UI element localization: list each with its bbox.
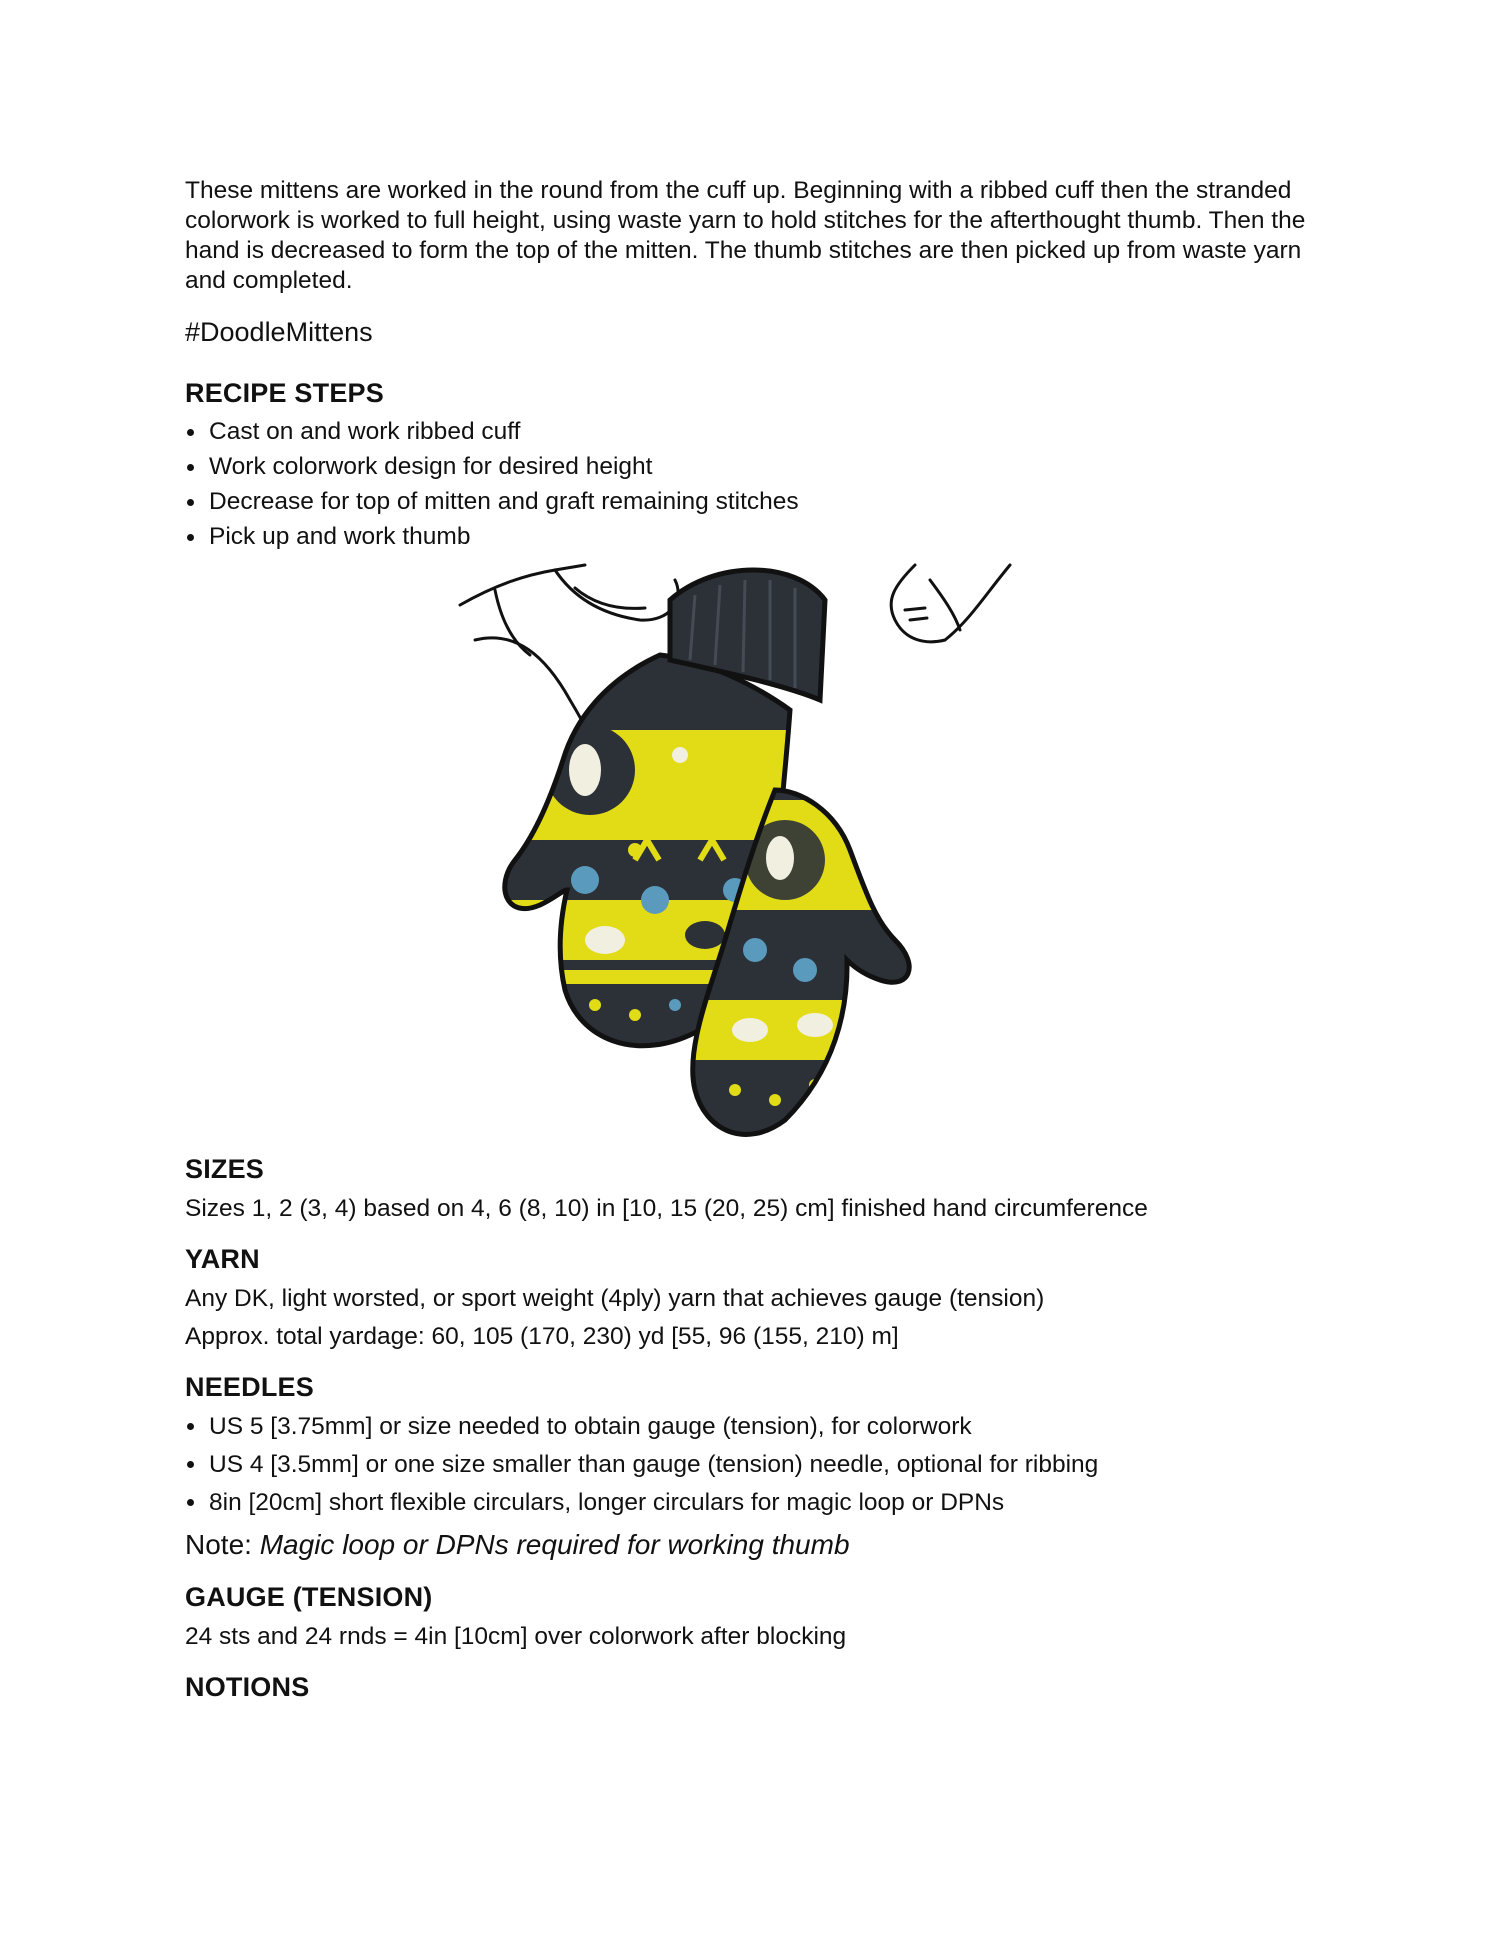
sizes-heading: SIZES: [185, 1154, 265, 1184]
note-text: Magic loop or DPNs required for working thumb: [259, 1529, 850, 1560]
notions-heading: NOTIONS: [185, 1672, 310, 1702]
needles-note: [185, 1528, 1325, 1562]
needles-heading: NEEDLES: [185, 1372, 314, 1402]
list-item: Pick up and work thumb: [185, 519, 1325, 554]
gauge-heading: GAUGE (TENSION): [185, 1582, 433, 1612]
pattern-page: [185, 176, 1325, 1704]
list-item: Decrease for top of mitten and graft remaining stitches: [185, 484, 1325, 519]
mittens-illustration: [455, 560, 1015, 1140]
list-item: Work colorwork design for desired height: [185, 449, 1325, 484]
sleeve-right: [891, 565, 1010, 642]
sizes-text: Sizes 1, 2 (3, 4) based on 4, 6 (8, 10) in [10, 15 (20, 25) cm] finished hand circumference: [185, 1195, 1148, 1222]
yarn-heading: YARN: [185, 1244, 260, 1274]
note-label: Note:: [185, 1529, 252, 1560]
list-item: US 5 [3.75mm] or size needed to obtain gauge (tension), for colorwork: [185, 1408, 1325, 1446]
needles-list: [185, 1408, 1325, 1522]
recipe-steps-list: [185, 414, 1325, 554]
recipe-steps-heading: RECIPE STEPS: [185, 378, 384, 408]
hashtag: #DoodleMittens: [185, 317, 373, 347]
intro-paragraph: These mittens are worked in the round from the cuff up. Beginning with a ribbed cuff then the stranded colorwork is worked to full height, using waste yarn to hold stitches for the afterthought thumb. Then the hand is decreased to form the top of the mitten. The thumb stitches are then picked up from waste yarn and completed.: [185, 177, 1306, 294]
yarn-line-1: Any DK, light worsted, or sport weight (4ply) yarn that achieves gauge (tension): [185, 1285, 1045, 1312]
gauge-text: 24 sts and 24 rnds = 4in [10cm] over colorwork after blocking: [185, 1623, 847, 1650]
list-item: US 4 [3.5mm] or one size smaller than gauge (tension) needle, optional for ribbing: [185, 1446, 1325, 1484]
list-item: 8in [20cm] short flexible circulars, longer circulars for magic loop or DPNs: [185, 1484, 1325, 1522]
yarn-line-2: Approx. total yardage: 60, 105 (170, 230) yd [55, 96 (155, 210) m]: [185, 1323, 899, 1350]
list-item: Cast on and work ribbed cuff: [185, 414, 1325, 449]
